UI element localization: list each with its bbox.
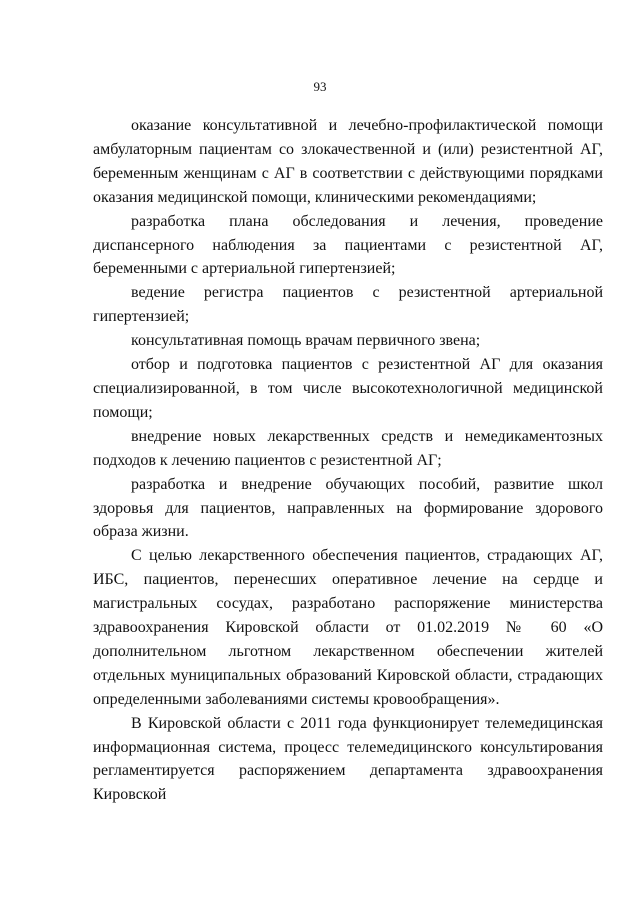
paragraph-primary-care-help: консультативная помощь врачам первичного звена; (131, 332, 481, 350)
paragraph-health-schools: разработка и внедрение обучающих пособий, развитие школ здоровья для пациентов, направленных на формирование здорового образа жизни. (93, 475, 603, 541)
paragraph-patient-registry: ведение регистра пациентов с резистентной артериальной гипертензией; (93, 284, 603, 326)
paragraph-examination-plan: разработка плана обследования и лечения, проведение диспансерного наблюдения за пациентами с резистентной АГ, беременными с артериальной гипертензией; (93, 212, 603, 278)
paragraph-telemedicine: В Кировской области с 2011 года функционирует телемедицинская информационная система, процесс телемедицинского консультирования регламентируется распоряжением департамента здравоохранения Кировской (93, 714, 603, 804)
paragraph-patient-selection: отбор и подготовка пациентов с резистентной АГ для оказания специализированной, в том числе высокотехнологичной медицинской помощи; (93, 356, 603, 421)
document-body (93, 114, 603, 807)
paragraph-new-medicines: внедрение новых лекарственных средств и немедикаментозных подходов к лечению пациентов с резистентной АГ; (93, 427, 603, 469)
paragraph-drug-provision: С целью лекарственного обеспечения пациентов, страдающих АГ, ИБС, пациентов, перенесших оперативное лечение на сердце и магистральных сосудах, разработано распоряжение министерства здравоохранения Кировской области от 01.02.2019 № 60 «О дополнительном льготном лекарственном обеспечении жителей отдельных муниципальных образований Кировской области, страдающих определенными заболеваниями системы кровообращения». (93, 547, 603, 708)
paragraph-consultative-care: оказание консультативной и лечебно-профилактической помощи амбулаторным пациентам со злокачественной и (или) резистентной АГ, беременным женщинам с АГ в соответствии с действующими порядками оказания медицинской помощи, клиническими рекомендациями; (93, 117, 603, 206)
page-number: 93 (313, 79, 327, 94)
